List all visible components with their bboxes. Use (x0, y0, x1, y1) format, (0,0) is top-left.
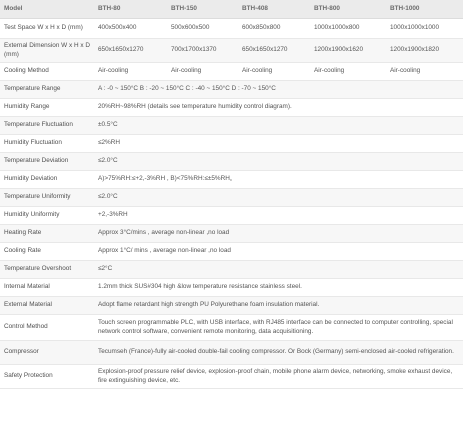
row-label: Safety Protection (0, 365, 94, 389)
row-label: Temperature Deviation (0, 153, 94, 171)
cell-value: 650x1650x1270 (238, 39, 310, 63)
row-label: Temperature Fluctuation (0, 117, 94, 135)
row-value: A)>75%RH:≤+2,-3%RH , B)<75%RH:≤±5%RH。 (94, 171, 463, 189)
cell-value: 600x850x800 (238, 19, 310, 39)
row-value: 20%RH~98%RH (details see temperature humidity control diagram). (94, 99, 463, 117)
table-row (0, 243, 463, 261)
table-row (0, 315, 463, 341)
row-value: Adopt flame retardant high strength PU Polyurethane foam insulation material. (94, 297, 463, 315)
row-label: Humidity Uniformity (0, 207, 94, 225)
cell-value: 1200x1900x1620 (310, 39, 386, 63)
header-cell-bth-80: BTH-80 (94, 0, 167, 19)
row-label: Humidity Range (0, 99, 94, 117)
cell-value: 650x1650x1270 (94, 39, 167, 63)
row-value: ≤2%RH (94, 135, 463, 153)
header-cell-bth-408: BTH-408 (238, 0, 310, 19)
row-label: Temperature Range (0, 81, 94, 99)
table-row (0, 225, 463, 243)
row-label: Humidity Fluctuation (0, 135, 94, 153)
row-value: ≤2.0°C (94, 153, 463, 171)
row-value: Approx 3°C/mins , average non-linear ,no load (94, 225, 463, 243)
cell-value: 400x500x400 (94, 19, 167, 39)
header-cell-bth-800: BTH-800 (310, 0, 386, 19)
table-row (0, 99, 463, 117)
cell-value: 500x600x500 (167, 19, 238, 39)
row-label: Internal Material (0, 279, 94, 297)
row-value: +2,-3%RH (94, 207, 463, 225)
row-value: ±0.5°C (94, 117, 463, 135)
cell-value: Air-cooling (94, 63, 167, 81)
cell-value: Air-cooling (167, 63, 238, 81)
table-row (0, 207, 463, 225)
table-row (0, 261, 463, 279)
row-value: Touch screen programmable PLC, with USB interface, with RJ485 interface can be connected to computer controlling, special network control software, convenient remote monitoring, data acquisitioning. (94, 315, 463, 341)
table-row (0, 189, 463, 207)
cell-value: Air-cooling (386, 63, 463, 81)
row-label: Cooling Rate (0, 243, 94, 261)
table-row (0, 365, 463, 389)
cell-value: Air-cooling (310, 63, 386, 81)
table-row (0, 171, 463, 189)
row-value: ≤2.0°C (94, 189, 463, 207)
table-row (0, 117, 463, 135)
cell-value: 1200x1900x1820 (386, 39, 463, 63)
row-label: Control Method (0, 315, 94, 341)
row-label: External Dimension W x H x D (mm) (0, 39, 94, 63)
header-cell-bth-150: BTH-150 (167, 0, 238, 19)
row-label: Compressor (0, 341, 94, 365)
row-value: Explosion-proof pressure relief device, explosion-proof chain, mobile phone alarm device, networking, smoke exhaust device, fire extinguishing device, etc. (94, 365, 463, 389)
table-row (0, 81, 463, 99)
row-value: Approx 1°C/ mins , average non-linear ,no load (94, 243, 463, 261)
row-label: Heating Rate (0, 225, 94, 243)
table-row (0, 39, 463, 63)
table-row (0, 279, 463, 297)
cell-value: Air-cooling (238, 63, 310, 81)
cell-value: 1000x1000x1000 (386, 19, 463, 39)
row-label: Cooling Method (0, 63, 94, 81)
table-row (0, 19, 463, 39)
header-cell-bth-1000: BTH-1000 (386, 0, 463, 19)
table-row (0, 341, 463, 365)
table-row (0, 63, 463, 81)
row-value: ≤2°C (94, 261, 463, 279)
row-label: Temperature Uniformity (0, 189, 94, 207)
header-cell-model: Model (0, 0, 94, 19)
table-row (0, 153, 463, 171)
row-label: Temperature Overshoot (0, 261, 94, 279)
table-row (0, 135, 463, 153)
cell-value: 700x1700x1370 (167, 39, 238, 63)
row-label: Test Space W x H x D (mm) (0, 19, 94, 39)
row-value: 1.2mm thick SUS#304 high &low temperature resistance stainless steel. (94, 279, 463, 297)
cell-value: 1000x1000x800 (310, 19, 386, 39)
row-label: External Material (0, 297, 94, 315)
row-label: Humidity Deviation (0, 171, 94, 189)
header-row (0, 0, 463, 19)
row-value: Tecumseh (France)-fully air-cooled double-fail cooling compressor. Or Bock (Germany) semi-enclosed air-cooled refrigeration. (94, 341, 463, 365)
table-row (0, 297, 463, 315)
row-value: A : -0 ~ 150°C B : -20 ~ 150°C C : -40 ~ 150°C D : -70 ~ 150°C (94, 81, 463, 99)
